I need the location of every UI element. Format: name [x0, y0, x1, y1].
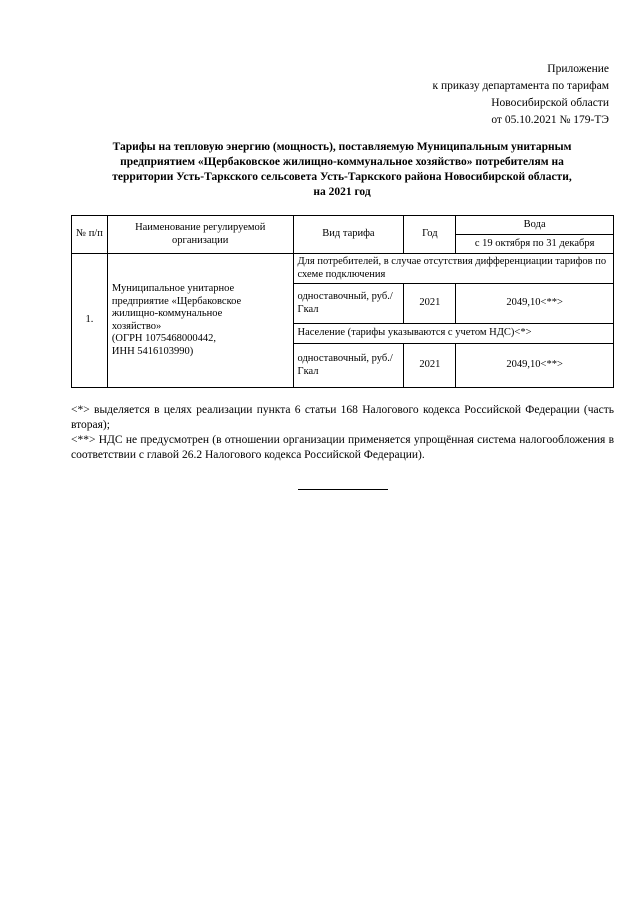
tariff-year-population: 2021 — [404, 344, 456, 388]
tariff-value-consumers: 2049,10<**> — [456, 284, 614, 324]
header-organization: Наименование регулируемой организации — [107, 216, 293, 254]
org-line-2: предприятие «Щербаковское — [111, 295, 242, 307]
appendix-line-1: Приложение — [547, 63, 609, 75]
section-population: Население (тарифы указываются с учетом НДС)<*> — [293, 324, 613, 344]
tariff-table — [71, 215, 614, 388]
appendix-block — [432, 61, 609, 129]
header-number: № п/п — [72, 216, 108, 254]
footnotes — [71, 403, 614, 463]
title-line-4: на 2021 год — [313, 186, 371, 198]
tariff-type-population: одноставочный, руб./Гкал — [293, 344, 404, 388]
header-period: с 19 октября по 31 декабря — [456, 235, 614, 254]
org-line-4: хозяйство» — [111, 320, 162, 332]
org-line-3: жилищно-коммунальное — [111, 308, 223, 319]
table-header-row-1 — [72, 216, 614, 235]
org-line-1: Муниципальное унитарное — [111, 283, 235, 294]
appendix-line-3: Новосибирской области — [491, 97, 609, 109]
header-tariff-type: Вид тарифа — [293, 216, 404, 254]
row-organization — [107, 254, 293, 388]
tariff-type-consumers: одноставочный, руб./Гкал — [293, 284, 404, 324]
section-consumers: Для потребителей, в случае отсутствия дифференциации тарифов по схеме подключения — [293, 254, 613, 284]
end-divider — [298, 489, 388, 490]
footnote-2: <**> НДС не предусмотрен (в отношении организации применяется упрощённая система налогообложения в соответствии с главой 26.2 Налогового кодекса Российской Федерации). — [71, 434, 614, 461]
title-line-1: Тарифы на тепловую энергию (мощность), поставляемую Муниципальным унитарным — [112, 141, 572, 153]
org-line-5: (ОГРН 1075468000442, — [111, 333, 216, 344]
header-year: Год — [404, 216, 456, 254]
row-number: 1. — [72, 254, 108, 388]
tariff-value-population: 2049,10<**> — [456, 344, 614, 388]
title-line-2: предприятием «Щербаковское жилищно-коммунальное хозяйство» потребителям на — [120, 156, 564, 168]
document-title — [70, 140, 614, 200]
footnote-1: <*> выделяется в целях реализации пункта 6 статьи 168 Налогового кодекса Российской Федерации (часть вторая); — [71, 404, 614, 431]
org-line-6: ИНН 5416103990) — [111, 345, 194, 357]
appendix-line-2: к приказу департамента по тарифам — [432, 80, 609, 92]
header-water: Вода — [456, 216, 614, 235]
title-line-3: территории Усть-Таркского сельсовета Усть-Таркского района Новосибирской области, — [112, 171, 572, 183]
tariff-year-consumers: 2021 — [404, 284, 456, 324]
appendix-line-4: от 05.10.2021 № 179-ТЭ — [491, 114, 609, 126]
table-row — [72, 254, 614, 284]
